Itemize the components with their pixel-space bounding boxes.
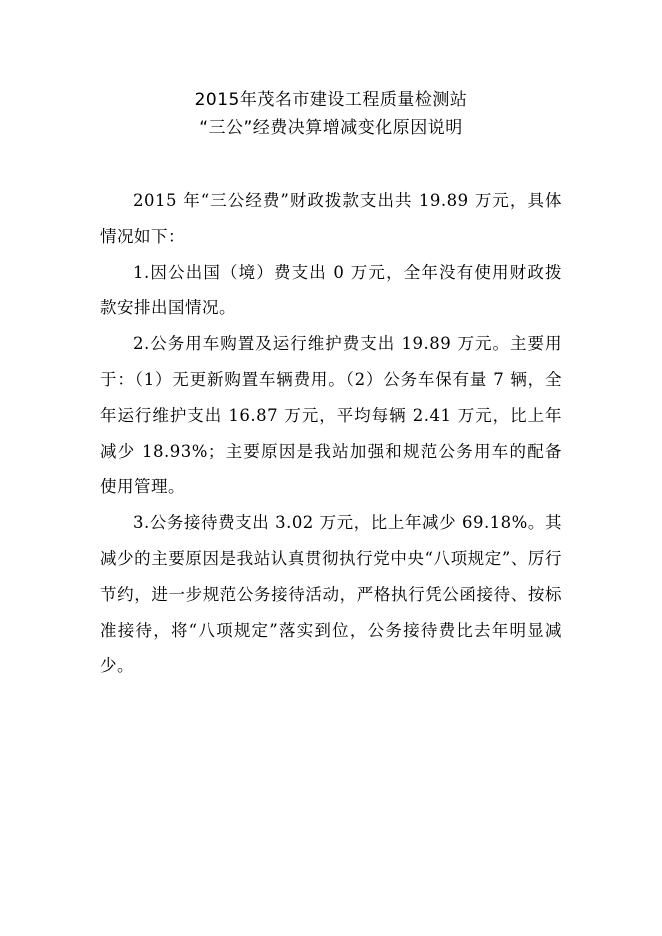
title-line-2: “三公”经费决算增减变化原因说明 [199, 118, 463, 138]
paragraph-overseas-travel: 1.因公出国（境）费支出 0 万元，全年没有使用财政拨款安排出国情况。 [100, 262, 562, 318]
paragraph-intro: 2015 年“三公经费”财政拨款支出共 19.89 万元，具体情况如下： [100, 191, 562, 246]
paragraph-official-vehicles: 2.公务用车购置及运行维护费支出 19.89 万元。主要用于：（1）无更新购置车辆费用。（2）公务车保有量 7 辆，全年运行维护支出 16.87 万元，平均每辆 2.41 万元，比上年减少 18.93%；主要原因是我站加强和规范公务用车的配备使用管理。 [100, 334, 562, 497]
document-title [0, 86, 662, 142]
paragraph-official-reception: 3.公务接待费支出 3.02 万元，比上年减少 69.18%。其减少的主要原因是我站认真贯彻执行党中央“八项规定”、厉行节约，进一步规范公务接待活动，严格执行凭公函接待、按标准接待，将“八项规定”落实到位，公务接待费比去年明显减少。 [100, 513, 562, 676]
title-line-1: 2015年茂名市建设工程质量检测站 [194, 90, 468, 110]
document-body [100, 183, 562, 684]
